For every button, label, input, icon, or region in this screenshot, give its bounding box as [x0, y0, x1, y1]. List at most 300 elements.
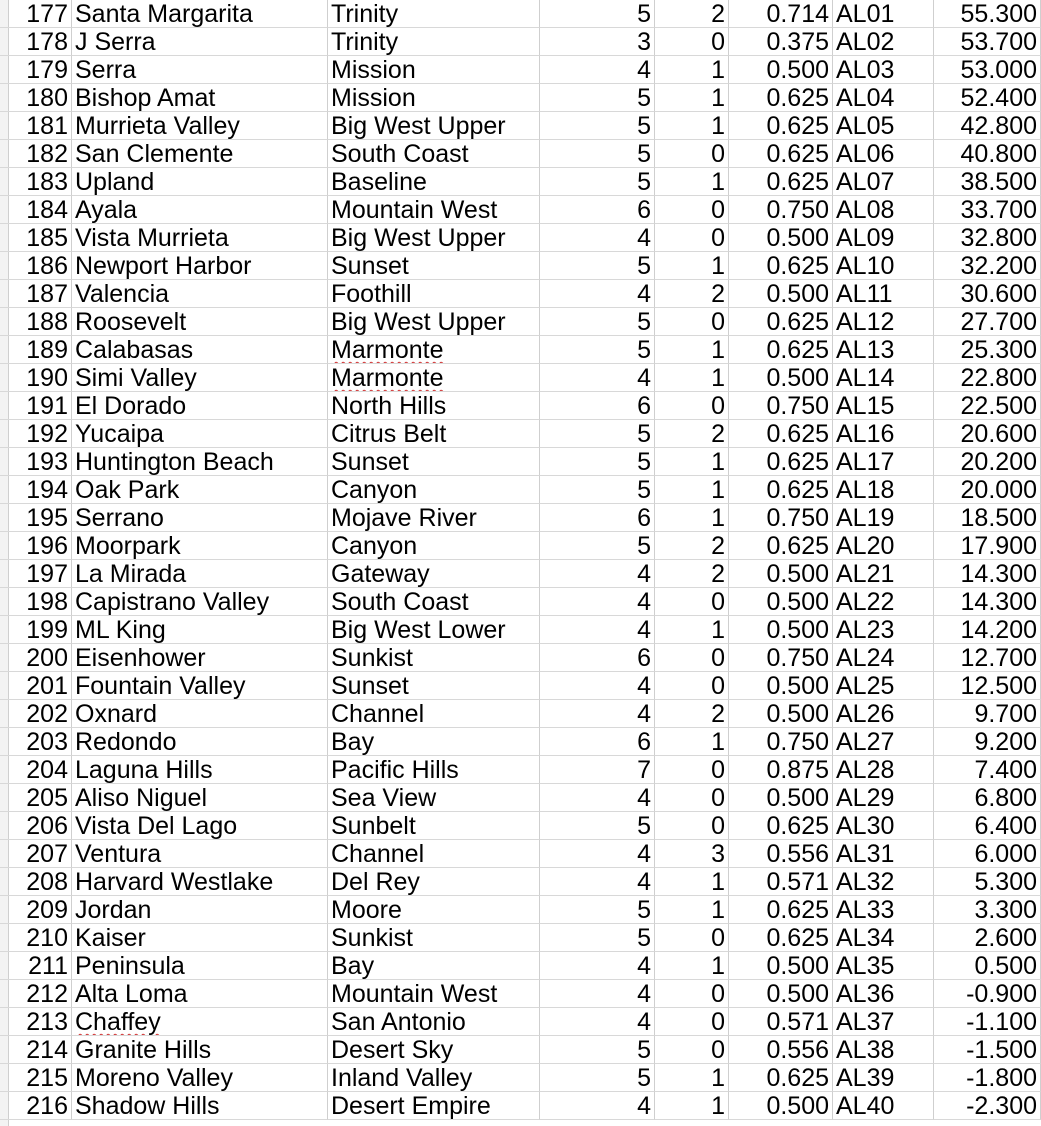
cell-league[interactable]	[328, 476, 540, 504]
table-row[interactable]	[0, 1092, 1041, 1120]
cell-ties[interactable]	[655, 168, 729, 196]
cell-rank[interactable]	[0, 700, 72, 728]
cell-code[interactable]	[833, 392, 934, 420]
cell-win-pct[interactable]	[729, 420, 833, 448]
cell-score[interactable]	[934, 224, 1041, 252]
cell-wins[interactable]	[540, 1036, 655, 1064]
cell-wins[interactable]	[540, 308, 655, 336]
cell-rank[interactable]	[0, 280, 72, 308]
cell-school[interactable]	[72, 280, 328, 308]
table-row[interactable]	[0, 896, 1041, 924]
cell-ties[interactable]	[655, 980, 729, 1008]
cell-ties[interactable]	[655, 896, 729, 924]
cell-rank[interactable]	[0, 672, 72, 700]
cell-league[interactable]	[328, 28, 540, 56]
cell-win-pct[interactable]	[729, 784, 833, 812]
cell-school[interactable]	[72, 420, 328, 448]
cell-code[interactable]	[833, 784, 934, 812]
cell-school[interactable]	[72, 112, 328, 140]
cell-rank[interactable]	[0, 448, 72, 476]
cell-league[interactable]	[328, 616, 540, 644]
cell-school[interactable]	[72, 504, 328, 532]
cell-league[interactable]	[328, 252, 540, 280]
cell-wins[interactable]	[540, 812, 655, 840]
cell-rank[interactable]	[0, 224, 72, 252]
table-row[interactable]	[0, 224, 1041, 252]
cell-score[interactable]	[934, 868, 1041, 896]
cell-league[interactable]	[328, 0, 540, 28]
cell-ties[interactable]	[655, 1064, 729, 1092]
cell-win-pct[interactable]	[729, 896, 833, 924]
table-row[interactable]	[0, 476, 1041, 504]
cell-rank[interactable]	[0, 644, 72, 672]
cell-wins[interactable]	[540, 532, 655, 560]
cell-school[interactable]	[72, 140, 328, 168]
cell-code[interactable]	[833, 1092, 934, 1120]
cell-ties[interactable]	[655, 476, 729, 504]
cell-score[interactable]	[934, 0, 1041, 28]
cell-league[interactable]	[328, 896, 540, 924]
cell-win-pct[interactable]	[729, 364, 833, 392]
cell-league[interactable]	[328, 196, 540, 224]
cell-wins[interactable]	[540, 952, 655, 980]
table-row[interactable]	[0, 672, 1041, 700]
cell-code[interactable]	[833, 616, 934, 644]
cell-wins[interactable]	[540, 1064, 655, 1092]
cell-wins[interactable]	[540, 280, 655, 308]
cell-score[interactable]	[934, 980, 1041, 1008]
cell-score[interactable]	[934, 1092, 1041, 1120]
cell-rank[interactable]	[0, 952, 72, 980]
cell-ties[interactable]	[655, 364, 729, 392]
cell-wins[interactable]	[540, 476, 655, 504]
cell-league[interactable]	[328, 1092, 540, 1120]
table-row[interactable]	[0, 784, 1041, 812]
cell-score[interactable]	[934, 672, 1041, 700]
cell-code[interactable]	[833, 224, 934, 252]
cell-code[interactable]	[833, 252, 934, 280]
cell-win-pct[interactable]	[729, 84, 833, 112]
cell-code[interactable]	[833, 1036, 934, 1064]
cell-league[interactable]	[328, 924, 540, 952]
cell-school[interactable]	[72, 644, 328, 672]
cell-code[interactable]	[833, 364, 934, 392]
cell-league[interactable]	[328, 980, 540, 1008]
cell-school[interactable]	[72, 784, 328, 812]
cell-league[interactable]	[328, 588, 540, 616]
cell-win-pct[interactable]	[729, 392, 833, 420]
table-row[interactable]	[0, 196, 1041, 224]
cell-code[interactable]	[833, 0, 934, 28]
cell-score[interactable]	[934, 560, 1041, 588]
cell-school[interactable]	[72, 1092, 328, 1120]
cell-league[interactable]	[328, 140, 540, 168]
cell-school[interactable]	[72, 56, 328, 84]
table-row[interactable]	[0, 1008, 1041, 1036]
cell-school[interactable]	[72, 756, 328, 784]
table-row[interactable]	[0, 952, 1041, 980]
cell-score[interactable]	[934, 840, 1041, 868]
cell-ties[interactable]	[655, 1036, 729, 1064]
table-row[interactable]	[0, 644, 1041, 672]
cell-wins[interactable]	[540, 140, 655, 168]
cell-school[interactable]	[72, 1008, 328, 1036]
cell-win-pct[interactable]	[729, 476, 833, 504]
cell-rank[interactable]	[0, 28, 72, 56]
cell-rank[interactable]	[0, 896, 72, 924]
cell-win-pct[interactable]	[729, 196, 833, 224]
cell-score[interactable]	[934, 728, 1041, 756]
cell-school[interactable]	[72, 840, 328, 868]
cell-score[interactable]	[934, 280, 1041, 308]
cell-code[interactable]	[833, 280, 934, 308]
cell-code[interactable]	[833, 56, 934, 84]
cell-win-pct[interactable]	[729, 560, 833, 588]
cell-league[interactable]	[328, 812, 540, 840]
cell-code[interactable]	[833, 504, 934, 532]
cell-school[interactable]	[72, 700, 328, 728]
cell-win-pct[interactable]	[729, 700, 833, 728]
cell-win-pct[interactable]	[729, 28, 833, 56]
cell-rank[interactable]	[0, 560, 72, 588]
cell-rank[interactable]	[0, 140, 72, 168]
cell-win-pct[interactable]	[729, 728, 833, 756]
cell-score[interactable]	[934, 616, 1041, 644]
table-row[interactable]	[0, 840, 1041, 868]
cell-score[interactable]	[934, 504, 1041, 532]
cell-ties[interactable]	[655, 616, 729, 644]
cell-win-pct[interactable]	[729, 448, 833, 476]
cell-rank[interactable]	[0, 504, 72, 532]
cell-ties[interactable]	[655, 280, 729, 308]
cell-league[interactable]	[328, 56, 540, 84]
cell-wins[interactable]	[540, 896, 655, 924]
cell-ties[interactable]	[655, 952, 729, 980]
cell-rank[interactable]	[0, 1064, 72, 1092]
cell-league[interactable]	[328, 224, 540, 252]
cell-score[interactable]	[934, 448, 1041, 476]
cell-code[interactable]	[833, 532, 934, 560]
cell-league[interactable]	[328, 1036, 540, 1064]
cell-code[interactable]	[833, 560, 934, 588]
cell-wins[interactable]	[540, 224, 655, 252]
cell-rank[interactable]	[0, 392, 72, 420]
cell-wins[interactable]	[540, 84, 655, 112]
cell-wins[interactable]	[540, 364, 655, 392]
cell-ties[interactable]	[655, 532, 729, 560]
cell-wins[interactable]	[540, 784, 655, 812]
cell-league[interactable]	[328, 1064, 540, 1092]
cell-league[interactable]	[328, 840, 540, 868]
cell-rank[interactable]	[0, 532, 72, 560]
cell-win-pct[interactable]	[729, 308, 833, 336]
table-row[interactable]	[0, 56, 1041, 84]
cell-league[interactable]	[328, 532, 540, 560]
cell-score[interactable]	[934, 168, 1041, 196]
cell-score[interactable]	[934, 336, 1041, 364]
cell-win-pct[interactable]	[729, 56, 833, 84]
cell-wins[interactable]	[540, 336, 655, 364]
cell-school[interactable]	[72, 1036, 328, 1064]
cell-rank[interactable]	[0, 56, 72, 84]
cell-code[interactable]	[833, 140, 934, 168]
cell-score[interactable]	[934, 784, 1041, 812]
cell-win-pct[interactable]	[729, 224, 833, 252]
cell-league[interactable]	[328, 308, 540, 336]
cell-wins[interactable]	[540, 616, 655, 644]
cell-rank[interactable]	[0, 1092, 72, 1120]
table-row[interactable]	[0, 364, 1041, 392]
cell-rank[interactable]	[0, 980, 72, 1008]
cell-wins[interactable]	[540, 0, 655, 28]
cell-score[interactable]	[934, 476, 1041, 504]
cell-school[interactable]	[72, 28, 328, 56]
cell-code[interactable]	[833, 84, 934, 112]
cell-wins[interactable]	[540, 868, 655, 896]
cell-win-pct[interactable]	[729, 168, 833, 196]
cell-ties[interactable]	[655, 112, 729, 140]
table-row[interactable]	[0, 728, 1041, 756]
cell-code[interactable]	[833, 840, 934, 868]
cell-wins[interactable]	[540, 392, 655, 420]
cell-code[interactable]	[833, 168, 934, 196]
cell-win-pct[interactable]	[729, 140, 833, 168]
cell-rank[interactable]	[0, 588, 72, 616]
cell-wins[interactable]	[540, 168, 655, 196]
cell-score[interactable]	[934, 112, 1041, 140]
cell-ties[interactable]	[655, 588, 729, 616]
cell-wins[interactable]	[540, 504, 655, 532]
cell-ties[interactable]	[655, 336, 729, 364]
cell-wins[interactable]	[540, 448, 655, 476]
cell-school[interactable]	[72, 924, 328, 952]
table-row[interactable]	[0, 1036, 1041, 1064]
cell-school[interactable]	[72, 252, 328, 280]
cell-wins[interactable]	[540, 28, 655, 56]
cell-school[interactable]	[72, 560, 328, 588]
cell-school[interactable]	[72, 868, 328, 896]
cell-league[interactable]	[328, 952, 540, 980]
cell-school[interactable]	[72, 196, 328, 224]
cell-score[interactable]	[934, 84, 1041, 112]
cell-wins[interactable]	[540, 980, 655, 1008]
cell-score[interactable]	[934, 700, 1041, 728]
cell-league[interactable]	[328, 560, 540, 588]
cell-code[interactable]	[833, 420, 934, 448]
cell-rank[interactable]	[0, 420, 72, 448]
cell-ties[interactable]	[655, 140, 729, 168]
cell-school[interactable]	[72, 308, 328, 336]
cell-rank[interactable]	[0, 476, 72, 504]
cell-ties[interactable]	[655, 56, 729, 84]
cell-code[interactable]	[833, 1064, 934, 1092]
cell-ties[interactable]	[655, 84, 729, 112]
cell-win-pct[interactable]	[729, 532, 833, 560]
cell-ties[interactable]	[655, 308, 729, 336]
cell-school[interactable]	[72, 812, 328, 840]
cell-league[interactable]	[328, 336, 540, 364]
cell-league[interactable]	[328, 112, 540, 140]
cell-rank[interactable]	[0, 784, 72, 812]
table-row[interactable]	[0, 980, 1041, 1008]
table-row[interactable]	[0, 336, 1041, 364]
cell-code[interactable]	[833, 308, 934, 336]
table-row[interactable]	[0, 112, 1041, 140]
cell-school[interactable]	[72, 532, 328, 560]
cell-wins[interactable]	[540, 728, 655, 756]
cell-league[interactable]	[328, 1008, 540, 1036]
cell-win-pct[interactable]	[729, 1092, 833, 1120]
cell-ties[interactable]	[655, 1092, 729, 1120]
cell-wins[interactable]	[540, 196, 655, 224]
cell-school[interactable]	[72, 168, 328, 196]
cell-wins[interactable]	[540, 672, 655, 700]
cell-score[interactable]	[934, 56, 1041, 84]
cell-score[interactable]	[934, 196, 1041, 224]
cell-wins[interactable]	[540, 924, 655, 952]
cell-win-pct[interactable]	[729, 0, 833, 28]
cell-win-pct[interactable]	[729, 644, 833, 672]
cell-score[interactable]	[934, 1064, 1041, 1092]
cell-wins[interactable]	[540, 420, 655, 448]
cell-score[interactable]	[934, 420, 1041, 448]
cell-league[interactable]	[328, 700, 540, 728]
cell-score[interactable]	[934, 952, 1041, 980]
cell-score[interactable]	[934, 924, 1041, 952]
table-row[interactable]	[0, 0, 1041, 28]
cell-league[interactable]	[328, 672, 540, 700]
cell-code[interactable]	[833, 588, 934, 616]
cell-win-pct[interactable]	[729, 112, 833, 140]
cell-code[interactable]	[833, 952, 934, 980]
cell-wins[interactable]	[540, 56, 655, 84]
cell-rank[interactable]	[0, 336, 72, 364]
table-row[interactable]	[0, 1064, 1041, 1092]
cell-school[interactable]	[72, 980, 328, 1008]
cell-win-pct[interactable]	[729, 980, 833, 1008]
cell-ties[interactable]	[655, 392, 729, 420]
table-row[interactable]	[0, 168, 1041, 196]
cell-score[interactable]	[934, 644, 1041, 672]
cell-score[interactable]	[934, 588, 1041, 616]
cell-ties[interactable]	[655, 672, 729, 700]
cell-league[interactable]	[328, 868, 540, 896]
cell-league[interactable]	[328, 364, 540, 392]
cell-ties[interactable]	[655, 868, 729, 896]
cell-code[interactable]	[833, 896, 934, 924]
cell-code[interactable]	[833, 728, 934, 756]
cell-school[interactable]	[72, 0, 328, 28]
cell-code[interactable]	[833, 196, 934, 224]
cell-code[interactable]	[833, 644, 934, 672]
cell-wins[interactable]	[540, 1092, 655, 1120]
cell-code[interactable]	[833, 980, 934, 1008]
cell-league[interactable]	[328, 504, 540, 532]
cell-score[interactable]	[934, 140, 1041, 168]
cell-score[interactable]	[934, 1036, 1041, 1064]
cell-rank[interactable]	[0, 168, 72, 196]
cell-rank[interactable]	[0, 840, 72, 868]
cell-ties[interactable]	[655, 840, 729, 868]
cell-ties[interactable]	[655, 560, 729, 588]
cell-ties[interactable]	[655, 924, 729, 952]
cell-wins[interactable]	[540, 588, 655, 616]
table-row[interactable]	[0, 812, 1041, 840]
cell-ties[interactable]	[655, 1008, 729, 1036]
cell-ties[interactable]	[655, 28, 729, 56]
cell-win-pct[interactable]	[729, 588, 833, 616]
cell-school[interactable]	[72, 224, 328, 252]
cell-school[interactable]	[72, 616, 328, 644]
table-row[interactable]	[0, 868, 1041, 896]
cell-code[interactable]	[833, 476, 934, 504]
cell-rank[interactable]	[0, 728, 72, 756]
cell-rank[interactable]	[0, 616, 72, 644]
cell-ties[interactable]	[655, 0, 729, 28]
cell-score[interactable]	[934, 896, 1041, 924]
cell-ties[interactable]	[655, 784, 729, 812]
cell-ties[interactable]	[655, 504, 729, 532]
cell-code[interactable]	[833, 28, 934, 56]
cell-win-pct[interactable]	[729, 840, 833, 868]
table-row[interactable]	[0, 28, 1041, 56]
cell-win-pct[interactable]	[729, 280, 833, 308]
cell-league[interactable]	[328, 168, 540, 196]
cell-school[interactable]	[72, 84, 328, 112]
cell-ties[interactable]	[655, 448, 729, 476]
cell-score[interactable]	[934, 392, 1041, 420]
cell-school[interactable]	[72, 672, 328, 700]
cell-rank[interactable]	[0, 252, 72, 280]
cell-school[interactable]	[72, 392, 328, 420]
cell-rank[interactable]	[0, 308, 72, 336]
cell-win-pct[interactable]	[729, 1036, 833, 1064]
cell-ties[interactable]	[655, 420, 729, 448]
cell-win-pct[interactable]	[729, 868, 833, 896]
table-row[interactable]	[0, 924, 1041, 952]
cell-rank[interactable]	[0, 196, 72, 224]
table-row[interactable]	[0, 504, 1041, 532]
cell-rank[interactable]	[0, 84, 72, 112]
cell-code[interactable]	[833, 868, 934, 896]
cell-wins[interactable]	[540, 112, 655, 140]
cell-league[interactable]	[328, 280, 540, 308]
cell-league[interactable]	[328, 728, 540, 756]
table-row[interactable]	[0, 420, 1041, 448]
table-row[interactable]	[0, 560, 1041, 588]
cell-league[interactable]	[328, 756, 540, 784]
table-row[interactable]	[0, 392, 1041, 420]
cell-school[interactable]	[72, 588, 328, 616]
cell-school[interactable]	[72, 1064, 328, 1092]
cell-rank[interactable]	[0, 112, 72, 140]
table-row[interactable]	[0, 756, 1041, 784]
cell-school[interactable]	[72, 952, 328, 980]
cell-league[interactable]	[328, 84, 540, 112]
table-row[interactable]	[0, 616, 1041, 644]
cell-score[interactable]	[934, 252, 1041, 280]
cell-rank[interactable]	[0, 812, 72, 840]
cell-school[interactable]	[72, 476, 328, 504]
cell-school[interactable]	[72, 364, 328, 392]
cell-win-pct[interactable]	[729, 924, 833, 952]
cell-school[interactable]	[72, 728, 328, 756]
cell-win-pct[interactable]	[729, 252, 833, 280]
cell-rank[interactable]	[0, 1036, 72, 1064]
cell-ties[interactable]	[655, 756, 729, 784]
cell-win-pct[interactable]	[729, 504, 833, 532]
cell-league[interactable]	[328, 644, 540, 672]
